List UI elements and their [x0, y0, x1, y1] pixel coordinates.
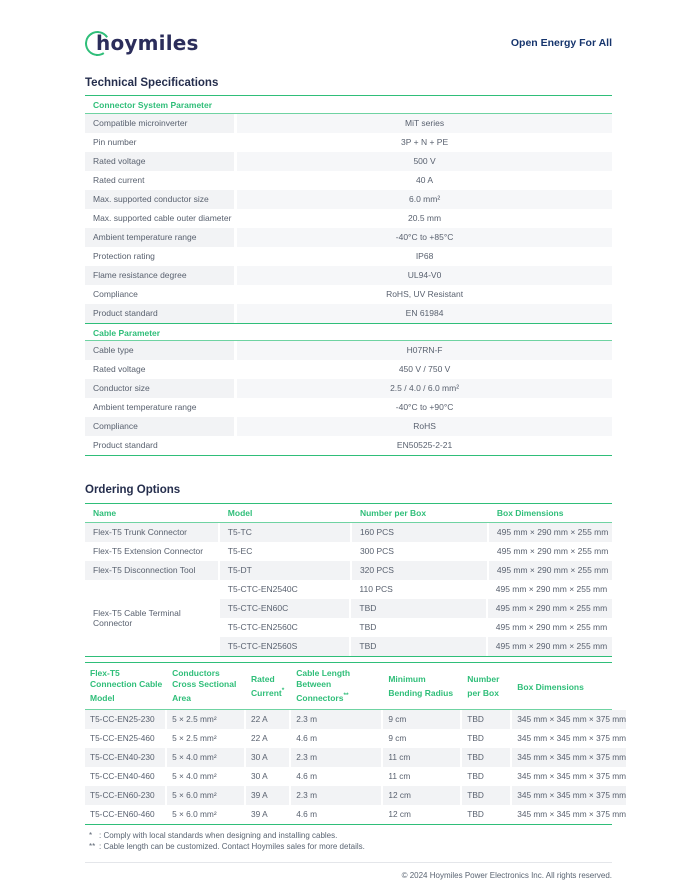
- cell-area: 5 × 4.0 mm²: [172, 770, 217, 781]
- cell-area: 5 × 4.0 mm²: [167, 748, 244, 767]
- spec-row: [85, 341, 612, 360]
- spec-label: Pin number: [93, 137, 137, 147]
- connection-cables-table: [85, 662, 627, 825]
- logo-text: hoymiles: [96, 31, 199, 55]
- cell-name: Flex-T5 Extension Connector: [93, 546, 204, 556]
- cell-length: 4.6 m: [296, 732, 317, 743]
- spec-label: Flame resistance degree: [85, 266, 234, 285]
- cell-length: 2.3 m: [291, 786, 381, 805]
- spec-value: RoHS: [237, 417, 612, 436]
- cell-number: TBD: [462, 748, 510, 767]
- spec-label: Max. supported cable outer diameter: [93, 213, 232, 223]
- table-row: [220, 618, 612, 637]
- brand-tagline: Open Energy For All: [510, 37, 612, 49]
- table-row-group: [85, 580, 612, 656]
- cell-model: T5-CC-EN25-460: [90, 732, 155, 743]
- cell-model: T5-CC-EN40-460: [90, 770, 155, 781]
- cell-box: 345 mm × 345 mm × 375 mm: [517, 808, 627, 819]
- hoymiles-logo: [85, 31, 199, 55]
- table-row: [85, 523, 612, 542]
- column-header-number-per-box: Number per Box: [359, 508, 427, 518]
- spec-label: Compliance: [85, 417, 234, 436]
- header-label: Flex-T5 Connection Cable Model: [90, 668, 163, 703]
- spec-row: [85, 285, 612, 304]
- spec-value: 2.5 / 4.0 / 6.0 mm²: [237, 379, 612, 398]
- spec-value: EN50525-2-21: [396, 440, 453, 450]
- cell-box: 495 mm × 290 mm × 255 mm: [496, 546, 609, 556]
- cell-name-merged: Flex-T5 Cable Terminal Connector: [93, 608, 181, 628]
- cell-model: T5-CC-EN40-230: [85, 748, 165, 767]
- cell-length: 2.3 m: [291, 710, 381, 729]
- cell-number: 300 PCS: [359, 546, 394, 556]
- spec-label: Max. supported conductor size: [85, 190, 234, 209]
- spec-label: Ambient temperature range: [85, 228, 234, 247]
- section-heading-connector-system: Connector System Parameter: [85, 96, 612, 114]
- table-row: [85, 542, 612, 561]
- cell-current: 22 A: [251, 732, 268, 743]
- table-row: [85, 561, 612, 580]
- header-label: Number per Box: [467, 673, 500, 698]
- cell-number: 110 PCS: [359, 584, 393, 594]
- tech-specs-title: Technical Specifications: [85, 77, 219, 89]
- spec-value: 40 A: [416, 175, 434, 185]
- spec-row: [85, 304, 612, 323]
- spec-value: 450 V / 750 V: [398, 364, 451, 374]
- datasheet-page: [85, 0, 627, 880]
- cell-model: T5-CTC-EN60C: [220, 599, 350, 618]
- table-row: [85, 786, 627, 805]
- cell-radius: 9 cm: [383, 710, 460, 729]
- cell-model: T5-CC-EN60-460: [90, 808, 155, 819]
- cell-number: TBD: [462, 786, 510, 805]
- spec-value: 20.5 mm: [408, 213, 442, 223]
- column-header-cable-model: [85, 668, 165, 704]
- cell-box: 345 mm × 345 mm × 375 mm: [512, 710, 626, 729]
- column-header-box-dimensions: Box Dimensions: [496, 508, 564, 518]
- footnote-marker: **: [343, 692, 349, 699]
- cell-length: 2.3 m: [291, 748, 381, 767]
- spec-value: -40°C to +85°C: [237, 228, 612, 247]
- footnote-marker: **: [89, 841, 96, 851]
- spec-label: Conductor size: [85, 379, 234, 398]
- spec-row: [85, 398, 612, 417]
- spec-label: Product standard: [93, 440, 158, 450]
- cell-box: 495 mm × 290 mm × 255 mm: [495, 622, 608, 632]
- spec-row: [85, 417, 612, 436]
- cell-current: 30 A: [246, 748, 289, 767]
- table-row: [85, 805, 627, 824]
- spec-label: Ambient temperature range: [93, 402, 197, 412]
- tech-specs-table: [85, 95, 612, 456]
- spec-value: IP68: [415, 251, 434, 261]
- cell-number: TBD: [351, 637, 485, 656]
- column-header-box-dimensions: [512, 679, 612, 693]
- cell-current: 22 A: [246, 710, 289, 729]
- footnote-marker: *: [89, 830, 93, 840]
- spec-value: 3P + N + PE: [401, 137, 449, 147]
- cell-number: TBD: [351, 599, 485, 618]
- spec-row: [85, 436, 612, 455]
- cables-table-header: [85, 663, 612, 710]
- spec-label: Cable type: [85, 341, 234, 360]
- table-row: [85, 748, 627, 767]
- cell-current: 39 A: [246, 786, 289, 805]
- spec-label: Rated voltage: [93, 364, 146, 374]
- cell-model: T5-EC: [227, 546, 253, 556]
- table-row: [220, 637, 612, 656]
- cell-box: 495 mm × 290 mm × 255 mm: [489, 561, 612, 580]
- cell-model: T5-CTC-EN2560S: [220, 637, 350, 656]
- cell-box: 495 mm × 290 mm × 255 mm: [489, 523, 612, 542]
- cell-radius: 11 cm: [388, 770, 411, 781]
- column-header-bending-radius: [383, 674, 460, 699]
- cell-radius: 9 cm: [388, 732, 407, 743]
- footnote-text: : Cable length can be customized. Contact Hoymiles sales for more details.: [99, 841, 365, 851]
- spec-value: MiT series: [237, 114, 612, 133]
- cell-length: 4.6 m: [296, 770, 317, 781]
- cell-radius: 12 cm: [383, 786, 460, 805]
- cell-name: Flex-T5 Trunk Connector: [85, 523, 218, 542]
- column-header-rated-current: [246, 674, 289, 699]
- header-label: Cable Length Between Connectors: [296, 668, 351, 703]
- cell-model: T5-CC-EN60-230: [85, 786, 165, 805]
- cell-box: 495 mm × 290 mm × 255 mm: [488, 637, 612, 656]
- spec-value: -40°C to +90°C: [395, 402, 454, 412]
- cell-box: 495 mm × 290 mm × 255 mm: [495, 584, 608, 594]
- table-row: [85, 710, 627, 729]
- cell-model: T5-CTC-EN2560C: [227, 622, 298, 632]
- spec-row: [85, 114, 612, 133]
- footnote: [85, 830, 612, 841]
- cell-number: TBD: [467, 770, 484, 781]
- column-header-cable-length: [291, 668, 381, 704]
- spec-row: [85, 209, 612, 228]
- header-label: Minimum Bending Radius: [388, 673, 454, 698]
- column-header-cross-area: [167, 668, 244, 704]
- cell-number: 320 PCS: [352, 561, 487, 580]
- cell-box: 495 mm × 290 mm × 255 mm: [488, 599, 612, 618]
- cell-current: 39 A: [251, 808, 268, 819]
- spec-row: [85, 190, 612, 209]
- header-label: Conductors Cross Sectional Area: [172, 668, 237, 703]
- footer-divider: [85, 862, 612, 863]
- cell-area: 5 × 6.0 mm²: [172, 808, 217, 819]
- spec-row: [85, 228, 612, 247]
- spec-row: [85, 133, 612, 152]
- footnotes: [85, 830, 612, 852]
- table-row: [85, 729, 627, 748]
- cell-box: 345 mm × 345 mm × 375 mm: [512, 748, 626, 767]
- cell-number: TBD: [462, 710, 510, 729]
- header-label: Rated Current: [251, 673, 282, 698]
- cell-model: T5-DT: [220, 561, 350, 580]
- spec-label: Rated current: [93, 175, 145, 185]
- cell-box: 345 mm × 345 mm × 375 mm: [517, 770, 627, 781]
- cell-radius: 12 cm: [388, 808, 411, 819]
- cell-box: 345 mm × 345 mm × 375 mm: [512, 786, 626, 805]
- spec-value: RoHS, UV Resistant: [386, 289, 464, 299]
- cell-current: 30 A: [251, 770, 268, 781]
- spec-label: Product standard: [85, 304, 234, 323]
- cell-model: T5-TC: [220, 523, 350, 542]
- footnote-text: : Comply with local standards when designing and installing cables.: [99, 830, 338, 840]
- spec-value: 500 V: [237, 152, 612, 171]
- cell-model: T5-CC-EN25-230: [85, 710, 165, 729]
- cell-model: T5-CTC-EN2540C: [227, 584, 298, 594]
- copyright-text: © 2024 Hoymiles Power Electronics Inc. All rights reserved.: [401, 870, 612, 880]
- spec-label: Compatible microinverter: [85, 114, 234, 133]
- connectors-table: [85, 503, 612, 657]
- ordering-options-title: Ordering Options: [85, 484, 181, 496]
- spec-label: Compliance: [93, 289, 138, 299]
- column-header-name: Name: [93, 508, 117, 518]
- spec-row: [85, 379, 612, 398]
- cell-number: 160 PCS: [352, 523, 487, 542]
- spec-value: H07RN-F: [237, 341, 612, 360]
- connectors-table-header: [85, 504, 612, 523]
- spec-value: 6.0 mm²: [237, 190, 612, 209]
- cell-length: 4.6 m: [296, 808, 317, 819]
- table-row: [220, 599, 612, 618]
- cell-number: TBD: [467, 732, 484, 743]
- page-header: [85, 22, 612, 64]
- group-subrows: [220, 580, 612, 656]
- cell-box: 345 mm × 345 mm × 375 mm: [517, 732, 627, 743]
- spec-row: [85, 152, 612, 171]
- column-header-number-per-box: [462, 674, 510, 699]
- spec-row: [85, 266, 612, 285]
- cell-name: Flex-T5 Disconnection Tool: [85, 561, 218, 580]
- spec-label: Protection rating: [93, 251, 155, 261]
- cell-area: 5 × 2.5 mm²: [167, 710, 244, 729]
- table-row: [85, 767, 627, 786]
- cell-number: TBD: [359, 622, 377, 632]
- spec-value: EN 61984: [237, 304, 612, 323]
- footnote-marker: *: [281, 686, 285, 694]
- cell-area: 5 × 6.0 mm²: [167, 786, 244, 805]
- table-row: [220, 580, 612, 599]
- cell-radius: 11 cm: [383, 748, 460, 767]
- footnote: [85, 841, 612, 852]
- spec-label: Rated voltage: [85, 152, 234, 171]
- spec-row: [85, 171, 612, 190]
- column-header-model: Model: [227, 508, 253, 518]
- header-label: Box Dimensions: [517, 681, 584, 692]
- section-heading-cable-parameter: Cable Parameter: [85, 323, 612, 341]
- spec-row: [85, 360, 612, 379]
- cell-number: TBD: [467, 808, 484, 819]
- cell-area: 5 × 2.5 mm²: [172, 732, 217, 743]
- spec-value: UL94-V0: [237, 266, 612, 285]
- spec-row: [85, 247, 612, 266]
